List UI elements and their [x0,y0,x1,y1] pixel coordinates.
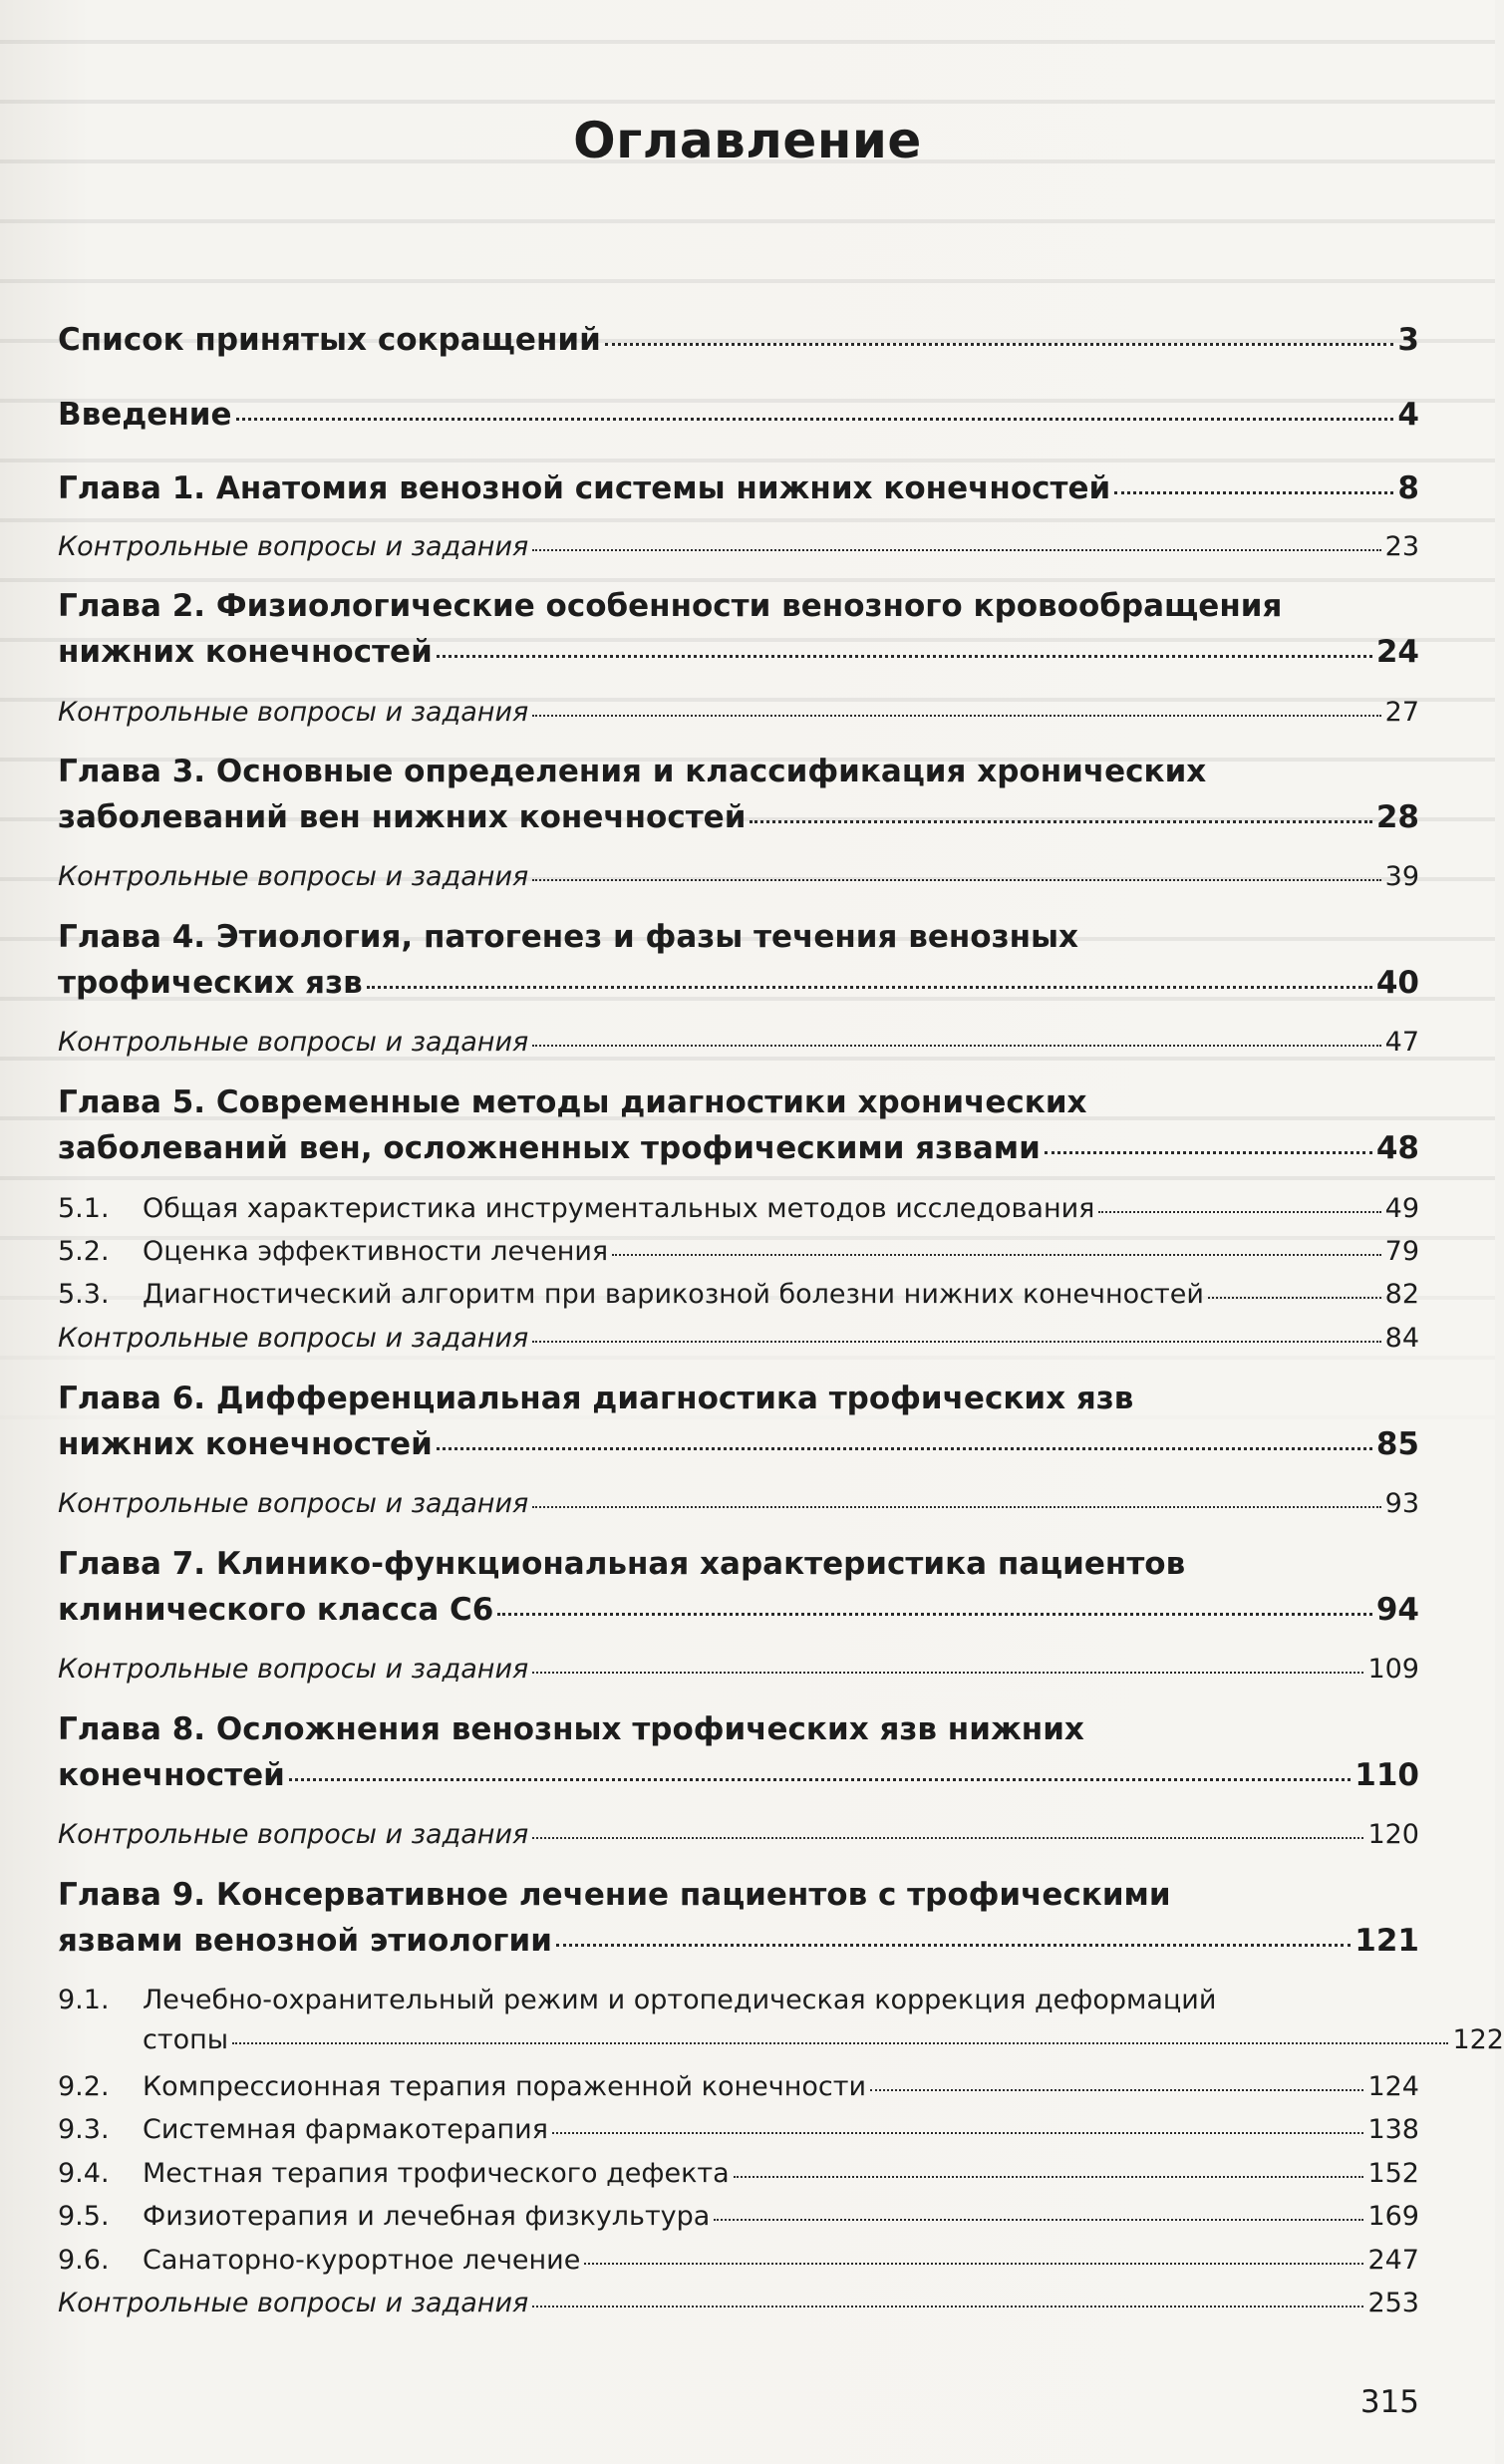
dot-leader [1114,491,1393,494]
dot-leader [714,2219,1363,2221]
entry-title-line1: Глава 4. Этиология, патогенез и фазы течения венозных [58,919,1079,955]
entry-page: 122 [1452,2024,1504,2055]
dot-leader [532,1837,1363,1839]
dot-leader [1045,1151,1372,1154]
entry-page: 40 [1375,965,1419,1001]
toc-entry-section-9-6 [58,2241,1419,2281]
entry-page: 169 [1367,2201,1419,2232]
dot-leader [552,2132,1364,2134]
entry-page: 84 [1384,1323,1419,1354]
page-number: 315 [1359,2384,1419,2420]
dot-leader [750,820,1371,823]
dot-leader [497,1613,1371,1616]
entry-page: 8 [1397,470,1419,506]
toc-entry-abbreviations [58,317,1419,363]
toc-entry-chapter-2-questions [58,694,1419,732]
toc-entry-chapter-9-questions [58,2285,1419,2322]
entry-page: 28 [1375,799,1419,835]
dot-leader [289,1778,1351,1781]
dot-leader [437,655,1372,658]
entry-page: 82 [1384,1279,1419,1310]
entry-title: Контрольные вопросы и задания [58,1819,529,1850]
toc-entry-chapter-1-questions [58,528,1419,566]
entry-page: 3 [1397,322,1419,358]
entry-page: 110 [1354,1757,1419,1793]
entry-title: Контрольные вопросы и задания [58,2288,529,2318]
toc-entry-chapter-9 [58,1872,1419,1964]
dot-leader [532,715,1380,717]
section-number: 9.4. [58,2158,110,2189]
entry-page: 24 [1375,634,1419,670]
toc-entry-introduction [58,392,1419,438]
entry-page: 120 [1367,1819,1419,1850]
entry-page: 93 [1384,1488,1419,1519]
entry-title: Контрольные вопросы и задания [58,1488,529,1519]
section-number: 9.5. [58,2201,110,2232]
entry-page: 23 [1384,531,1419,562]
dot-leader [437,1447,1372,1450]
toc-entry-chapter-3-questions [58,858,1419,896]
entry-page: 39 [1384,861,1419,892]
toc-entry-section-9-4 [58,2154,1419,2194]
dot-leader [532,1341,1380,1343]
toc-entry-chapter-6-questions [58,1485,1419,1523]
entry-title: Контрольные вопросы и задания [58,531,529,562]
entry-title-line1: Глава 2. Физиологические особенности венозного кровообращения [58,588,1283,624]
entry-title: Контрольные вопросы и задания [58,861,529,892]
entry-title-line1: Глава 9. Консервативное лечение пациентов с трофическими [58,1877,1171,1913]
toc-entry-section-9-2 [58,2067,1419,2107]
dot-leader [532,879,1380,881]
toc-entry-section-5-1 [58,1189,1419,1229]
section-number: 9.6. [58,2245,110,2276]
entry-page: 124 [1367,2071,1419,2102]
toc-entry-chapter-8-questions [58,1816,1419,1854]
entry-page: 152 [1367,2158,1419,2189]
toc-entry-section-9-5 [58,2197,1419,2237]
entry-title: Местная терапия трофического дефекта [143,2158,730,2189]
entry-title-line1: Глава 6. Дифференциальная диагностика трофических язв [58,1381,1134,1416]
entry-title: Список принятых сокращений [58,322,601,358]
entry-title: язвами венозной этиологии [58,1923,552,1959]
section-number: 5.3. [58,1279,110,1310]
entry-page: 48 [1375,1130,1419,1166]
entry-title: Общая характеристика инструментальных методов исследования [143,1193,1095,1224]
dot-leader [584,2263,1363,2265]
dot-leader [734,2176,1364,2178]
entry-title-line1: Глава 3. Основные определения и классификация хронических [58,754,1207,789]
entry-title: Оценка эффективности лечения [143,1236,609,1267]
entry-title: стопы [143,2024,229,2055]
toc-entry-chapter-5 [58,1079,1419,1171]
toc-entry-chapter-7 [58,1541,1419,1633]
entry-title: заболеваний вен нижних конечностей [58,799,747,835]
entry-title: заболеваний вен, осложненных трофическими язвами [58,1130,1041,1166]
entry-page: 79 [1384,1236,1419,1267]
entry-page: 85 [1375,1426,1419,1462]
entry-title: Контрольные вопросы и задания [58,1654,529,1685]
section-number: 5.2. [58,1236,110,1267]
dot-leader [870,2089,1363,2091]
dot-leader [612,1254,1380,1256]
toc-entry-chapter-7-questions [58,1651,1419,1689]
toc-entry-chapter-4-questions [58,1024,1419,1062]
entry-title: Глава 1. Анатомия венозной системы нижних конечностей [58,470,1111,506]
dot-leader [367,986,1372,989]
entry-title: Санаторно-курортное лечение [143,2245,581,2276]
page-title: Оглавление [573,112,922,169]
entry-title-line1: Глава 7. Клинико-функциональная характеристика пациентов [58,1546,1186,1582]
entry-title: нижних конечностей [58,634,433,670]
dot-leader [532,2306,1363,2308]
section-number: 9.3. [58,2114,110,2145]
entry-page: 138 [1367,2114,1419,2145]
section-number: 9.1. [58,1985,110,2015]
entry-page: 49 [1384,1193,1419,1224]
entry-page: 247 [1367,2245,1419,2276]
toc-entry-section-9-1 [58,1981,1504,2060]
toc-entry-section-5-2 [58,1232,1419,1272]
toc-entry-section-9-3 [58,2110,1419,2150]
toc-entry-section-5-3 [58,1275,1419,1315]
entry-title-line1: Лечебно-охранительный режим и ортопедическая коррекция деформаций [143,1985,1217,2015]
dot-leader [605,343,1394,346]
entry-page: 121 [1354,1923,1419,1959]
dot-leader [532,1506,1380,1508]
entry-title: Введение [58,397,232,433]
entry-title: Физиотерапия и лечебная физкультура [143,2201,711,2232]
toc-entry-chapter-8 [58,1706,1419,1798]
toc-entry-chapter-6 [58,1376,1419,1467]
entry-title: трофических язв [58,965,363,1001]
entry-title: Диагностический алгоритм при варикозной болезни нижних конечностей [143,1279,1204,1310]
toc-entry-chapter-2 [58,583,1419,675]
dot-leader [532,1045,1380,1047]
dot-leader [1208,1297,1381,1299]
entry-title: Компрессионная терапия пораженной конечности [143,2071,867,2102]
entry-title: Контрольные вопросы и задания [58,1323,529,1354]
entry-title: нижних конечностей [58,1426,433,1462]
entry-title: Системная фармакотерапия [143,2114,548,2145]
section-number: 9.2. [58,2071,110,2102]
section-number: 5.1. [58,1193,110,1224]
toc-entry-chapter-4 [58,914,1419,1006]
dot-leader [556,1944,1351,1947]
entry-page: 4 [1397,397,1419,433]
entry-page: 27 [1384,697,1419,728]
entry-title: Контрольные вопросы и задания [58,1027,529,1058]
dot-leader [1098,1211,1380,1213]
dot-leader [532,1672,1363,1674]
entry-page: 47 [1384,1027,1419,1058]
dot-leader [232,2042,1448,2044]
entry-title-line1: Глава 5. Современные методы диагностики хронических [58,1084,1087,1120]
entry-page: 253 [1367,2288,1419,2318]
toc-entry-chapter-1 [58,465,1419,511]
entry-title: конечностей [58,1757,285,1793]
toc-entry-chapter-5-questions [58,1320,1419,1358]
entry-page: 109 [1367,1654,1419,1685]
dot-leader [236,418,1394,421]
entry-page: 94 [1375,1592,1419,1628]
entry-title-line1: Глава 8. Осложнения венозных трофических язв нижних [58,1711,1084,1747]
entry-title: клинического класса С6 [58,1592,494,1628]
dot-leader [532,549,1380,551]
entry-title: Контрольные вопросы и задания [58,697,529,728]
toc-entry-chapter-3 [58,749,1419,840]
